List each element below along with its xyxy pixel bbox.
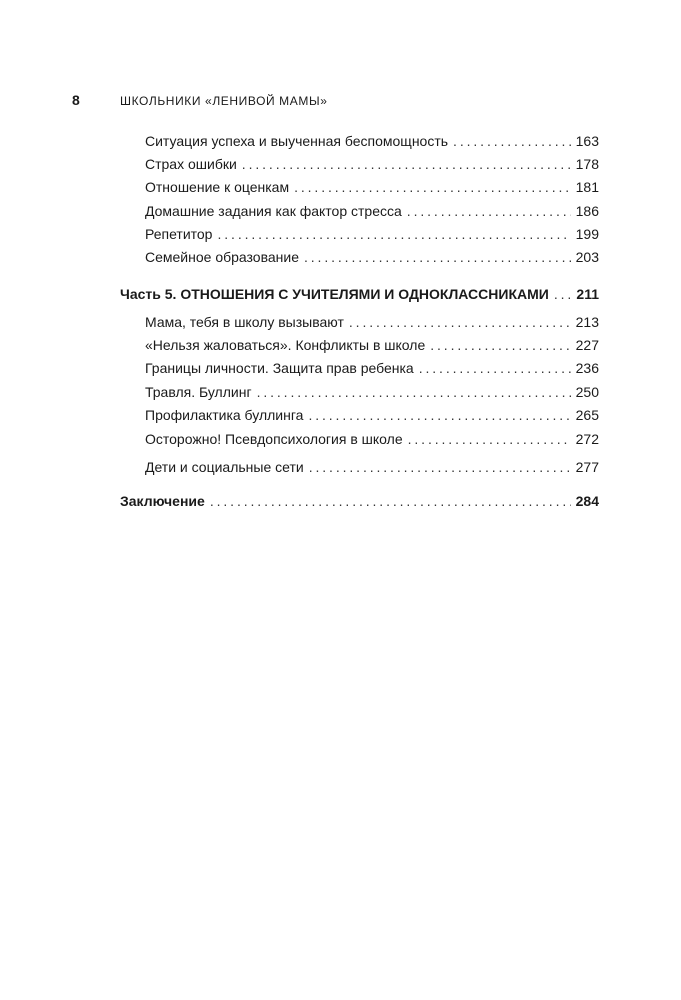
toc-entry-title: Репетитор <box>145 226 213 242</box>
toc-entry-title: Мама, тебя в школу вызывают <box>145 314 344 330</box>
toc-dot-leader <box>217 225 570 243</box>
toc-entry-title: «Нельзя жаловаться». Конфликты в школе <box>145 337 426 353</box>
toc-entry-title: Дети и социальные сети <box>145 459 304 475</box>
toc-entry-page: 181 <box>575 179 599 195</box>
toc-entry-page: 178 <box>575 156 599 172</box>
toc-entry-page: 272 <box>575 431 599 447</box>
toc-entry-title: Домашние задания как фактор стресса <box>145 203 402 219</box>
toc-dot-leader <box>430 336 570 354</box>
toc-entry-title: Страх ошибки <box>145 156 237 172</box>
toc-part-heading[interactable] <box>120 492 599 510</box>
toc-dot-leader <box>242 155 571 173</box>
toc-entry[interactable] <box>145 430 599 448</box>
toc-entry-page: 236 <box>575 360 599 376</box>
toc-dot-leader <box>349 313 571 331</box>
toc-dot-leader <box>210 492 571 510</box>
toc-dot-leader <box>257 383 571 401</box>
toc-entry-title: Границы личности. Защита прав ребенка <box>145 360 414 376</box>
toc-dot-leader <box>554 285 572 303</box>
toc-entry-title: Ситуация успеха и выученная беспомощность <box>145 133 449 149</box>
toc-entry-page: 186 <box>575 203 599 219</box>
toc-entry-page: 163 <box>575 133 599 149</box>
toc-entry-page: 211 <box>576 286 599 302</box>
toc-entry[interactable] <box>145 336 599 354</box>
toc-dot-leader <box>453 132 571 150</box>
page-number: 8 <box>72 92 80 108</box>
toc-dot-leader <box>294 178 571 196</box>
toc-entry-page: 203 <box>575 249 599 265</box>
toc-entry-page: 199 <box>575 226 599 242</box>
toc-entry-title: Семейное образование <box>145 249 299 265</box>
toc-entry[interactable] <box>145 155 599 173</box>
toc-entry[interactable] <box>145 406 599 424</box>
toc-entry[interactable] <box>145 132 599 150</box>
toc-entry-title: Отношение к оценкам <box>145 179 290 195</box>
toc-dot-leader <box>308 406 570 424</box>
toc-entry[interactable] <box>145 313 599 331</box>
toc-dot-leader <box>408 430 571 448</box>
toc-entry[interactable] <box>145 359 599 377</box>
toc-entry-page: 213 <box>575 314 599 330</box>
toc-entry[interactable] <box>145 383 599 401</box>
toc-entry[interactable] <box>145 202 599 220</box>
toc-entry-page: 265 <box>575 407 599 423</box>
book-title: ШКОЛЬНИКИ «ЛЕНИВОЙ МАМЫ» <box>120 94 328 108</box>
toc-entry-page: 227 <box>575 337 599 353</box>
toc-part-heading[interactable] <box>120 285 599 303</box>
toc-entry[interactable] <box>145 225 599 243</box>
toc-entry[interactable] <box>145 178 599 196</box>
toc-dot-leader <box>309 458 571 476</box>
toc-entry[interactable] <box>145 248 599 266</box>
toc-dot-leader <box>419 359 571 377</box>
toc-entry-title: Профилактика буллинга <box>145 407 304 423</box>
toc-dot-leader <box>407 202 571 220</box>
running-head <box>72 92 327 108</box>
toc-dot-leader <box>304 248 571 266</box>
toc-entry[interactable] <box>145 458 599 476</box>
toc-entry-title: Осторожно! Псевдопсихология в школе <box>145 431 403 447</box>
toc-entry-page: 284 <box>575 493 599 509</box>
toc-entry-title: Заключение <box>120 493 205 509</box>
toc-entry-page: 277 <box>575 459 599 475</box>
toc-entry-title: Травля. Буллинг <box>145 384 252 400</box>
toc-entry-title: Часть 5. ОТНОШЕНИЯ С УЧИТЕЛЯМИ И ОДНОКЛАССНИКАМИ <box>120 286 549 302</box>
toc-entry-page: 250 <box>575 384 599 400</box>
